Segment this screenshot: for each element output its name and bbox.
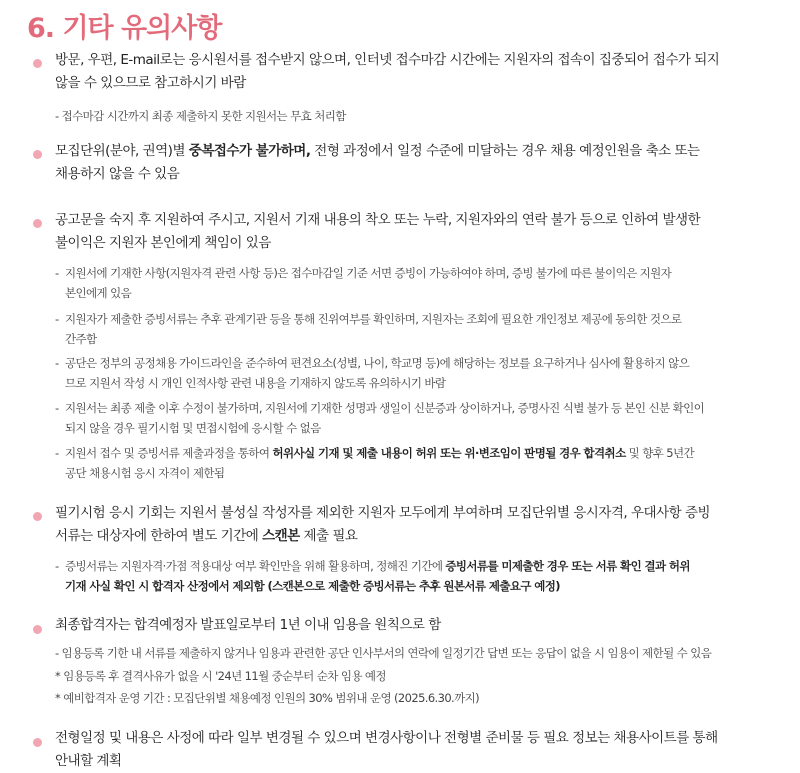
notice-subitem: - 지원서는 최종 제출 이후 수정이 불가하며, 지원서에 기재한 성명과 생일이 신분증과 상이하거나, 증명사진 식별 불가 등 본인 신분 확인이 되지 않을 경우 필기시험 및 면접시험에 응시할 수 없음 <box>55 401 705 435</box>
notice-item-1: 방문, 우편, E-mail로는 응시원서를 접수받지 않으며, 인터넷 접수마감 시간에는 지원자의 접속이 집중되어 접수가 되지 않을 수 있으므로 참고하시기 바람 <box>55 52 720 91</box>
bullet-dot-icon <box>33 150 42 159</box>
notice-subitem: - 증빙서류는 지원자격·가점 적용대상 여부 확인만을 위해 활용하며, 정해진 기간에 증빙서류를 미제출한 경우 또는 서류 확인 결과 허위 기재 사실 확인 시 합격자 산정에서 제외함 (스캔본으로 제출한 증빙서류는 추후 원본서류 제출요구 예정) <box>55 559 690 593</box>
notice-item-3: 공고문을 숙지 후 지원하여 주시고, 지원서 기재 내용의 착오 또는 누락, 지원자와의 연락 불가 등으로 인하여 발생한 불이익은 지원자 본인에게 책임이 있음 <box>55 212 701 251</box>
bullet-dot-icon <box>33 219 42 228</box>
notice-item-6: 전형일정 및 내용은 사정에 따라 일부 변경될 수 있으며 변경사항이나 전형별 준비물 등 필요 정보는 채용사이트를 통해 안내할 계획 <box>55 730 718 769</box>
notice-item-4: 필기시험 응시 기회는 지원서 불성실 작성자를 제외한 지원자 모두에게 부여하며 모집단위별 응시자격, 우대사항 증빙 서류는 대상자에 한하여 별도 기간에 스캔본 제출 필요 <box>55 505 711 544</box>
notice-item-5: 최종합격자는 합격예정자 발표일로부터 1년 이내 임용을 원칙으로 함 <box>55 617 441 633</box>
section-title: 6. 기타 유의사항 <box>27 13 222 44</box>
bullet-dot-icon <box>33 738 42 747</box>
notice-note: * 예비합격자 운영 기간 : 모집단위별 채용예정 인원의 30% 범위내 운영 (2025.6.30.까지) <box>55 691 480 705</box>
notice-subitem: - 지원서 접수 및 증빙서류 제출과정을 통하여 허위사실 기재 및 제출 내용이 허위 또는 위·변조임이 판명될 경우 합격취소 및 향후 5년간 공단 채용시험 응시 자격이 제한됨 <box>55 446 695 480</box>
bullet-dot-icon <box>33 59 42 68</box>
bullet-dot-icon <box>33 512 42 521</box>
notice-subitem: - 접수마감 시간까지 최종 제출하지 못한 지원서는 무효 처리함 <box>55 109 346 123</box>
notice-note: * 임용등록 후 결격사유가 없을 시 '24년 11월 중순부터 순차 임용 예정 <box>55 669 386 683</box>
bullet-dot-icon <box>33 625 42 634</box>
notice-subitem: - 지원서에 기재한 사항(지원자격 관련 사항 등)은 접수마감일 기준 서면 증빙이 가능하여야 하며, 증빙 불가에 따른 불이익은 지원자 본인에게 있음 <box>55 266 672 300</box>
notice-subitem: - 임용등록 기한 내 서류를 제출하지 않거나 임용과 관련한 공단 인사부서의 연락에 일정기간 답변 또는 응답이 없을 시 임용이 제한될 수 있음 <box>55 646 712 660</box>
notice-subitem: - 공단은 정부의 공정채용 가이드라인을 준수하여 편견요소(성별, 나이, 학교명 등)에 해당하는 정보를 요구하거나 심사에 활용하지 않으 므로 지원서 작성 시 개인 인적사항 관련 내용을 기재하지 않도록 유의하시기 바람 <box>55 356 690 390</box>
notice-subitem: - 지원자가 제출한 증빙서류는 추후 관계기관 등을 통해 진위여부를 확인하며, 지원자는 조회에 필요한 개인정보 제공에 동의한 것으로 간주함 <box>55 312 682 346</box>
notice-item-2: 모집단위(분야, 권역)별 중복접수가 불가하며, 전형 과정에서 일정 수준에 미달하는 경우 채용 예정인원을 축소 또는 채용하지 않을 수 있음 <box>55 143 700 182</box>
